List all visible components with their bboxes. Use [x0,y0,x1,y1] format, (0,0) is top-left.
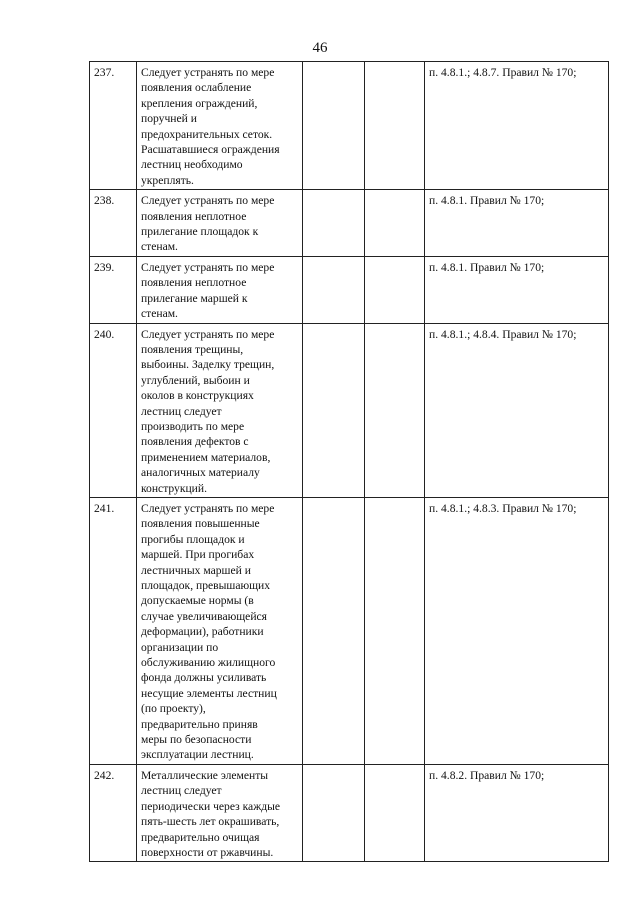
row-empty-cell [303,323,365,497]
row-requirement-text: Металлические элементы лестниц следует периодически через каждые пять-шесть лет окрашивать, предварительно очищая поверхности от ржавчины. [137,764,303,861]
requirements-table [89,61,609,862]
row-number: 238. [90,190,137,257]
row-rule-reference: п. 4.8.2. Правил № 170; [425,764,609,861]
row-number: 240. [90,323,137,497]
row-rule-reference: п. 4.8.1. Правил № 170; [425,190,609,257]
row-requirement-text: Следует устранять по мере появления трещины, выбоины. Заделку трещин, углублений, выбоин и околов в конструкциях лестниц следует производить по мере появления дефектов с применением материалов, аналогичных материалу конструкций. [137,323,303,497]
row-number: 242. [90,764,137,861]
row-number: 237. [90,62,137,190]
row-empty-cell [303,764,365,861]
row-empty-cell [303,190,365,257]
row-requirement-text: Следует устранять по мере появления неплотное прилегание площадок к стенам. [137,190,303,257]
row-empty-cell [303,497,365,764]
row-empty-cell [365,62,425,190]
row-rule-reference: п. 4.8.1.; 4.8.3. Правил № 170; [425,497,609,764]
row-empty-cell [365,323,425,497]
table-row [90,256,609,323]
row-requirement-text: Следует устранять по мере появления повышенные прогибы площадок и маршей. При прогибах лестничных маршей и площадок, превышающих допускаемые нормы (в случае увеличивающейся деформации), работники организации по обслуживанию жилищного фонда должны усиливать несущие элементы лестниц (по проекту), предварительно приняв меры по безопасности эксплуатации лестниц. [137,497,303,764]
row-empty-cell [365,497,425,764]
table-row [90,323,609,497]
row-empty-cell [303,256,365,323]
row-rule-reference: п. 4.8.1.; 4.8.4. Правил № 170; [425,323,609,497]
row-empty-cell [365,256,425,323]
table-row [90,62,609,190]
page-number: 46 [312,40,328,56]
row-empty-cell [365,764,425,861]
row-number: 241. [90,497,137,764]
row-empty-cell [303,62,365,190]
row-requirement-text: Следует устранять по мере появления неплотное прилегание маршей к стенам. [137,256,303,323]
table-row [90,764,609,861]
table-row [90,190,609,257]
row-number: 239. [90,256,137,323]
row-empty-cell [365,190,425,257]
table-row [90,497,609,764]
row-rule-reference: п. 4.8.1.; 4.8.7. Правил № 170; [425,62,609,190]
row-rule-reference: п. 4.8.1. Правил № 170; [425,256,609,323]
row-requirement-text: Следует устранять по мере появления ослабление крепления ограждений, поручней и предохранительных сеток. Расшатавшиеся ограждения лестниц необходимо укреплять. [137,62,303,190]
